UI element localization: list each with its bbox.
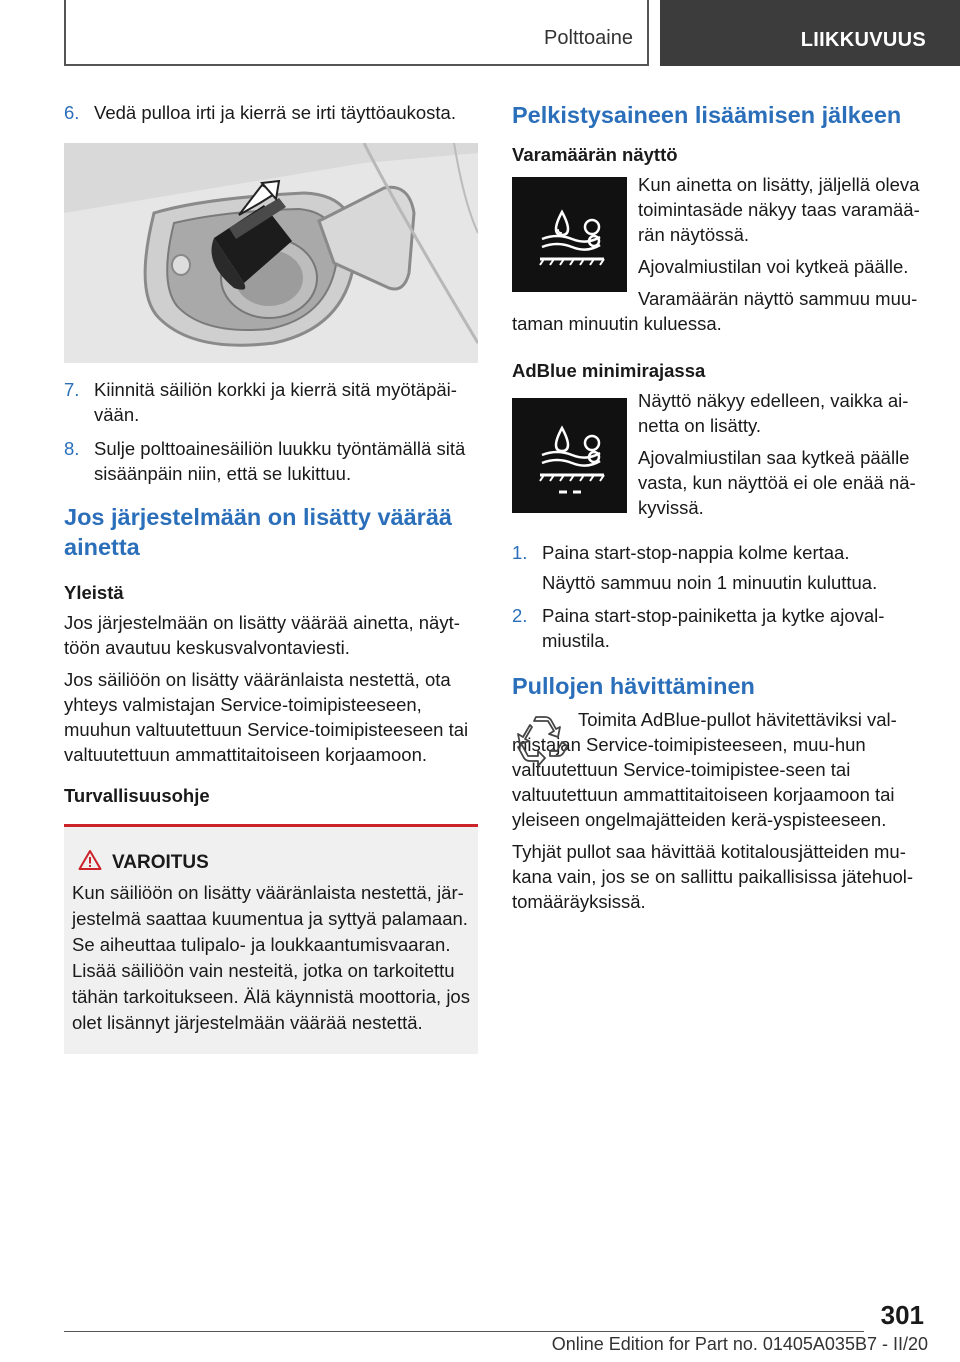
subheading-safety: Turvallisuusohje (64, 785, 210, 806)
step-text: Kiinnitä säiliön korkki ja kierrä sitä myötäpäi-vään. (94, 379, 457, 425)
range-display-block (512, 172, 927, 336)
subheading-minimum: AdBlue minimirajassa (512, 360, 706, 381)
step-6 (64, 100, 478, 125)
step-number: 1. (512, 542, 528, 563)
disposal-paragraph-1: Toimita AdBlue-pullot hävitettäviksi val-mistajan Service-toimipisteeseen, muu-hun valtuutettuun Service-toimipistee-seen tai valtuutettuun ammattitaitoiseen korjaamoon tai yleiseen ongelmajätteiden kerä-yspisteeseen. (512, 709, 897, 830)
page-header (64, 0, 960, 66)
paragraph-general-2: Jos säiliöön on lisätty vääränlaista nestettä, ota yhteys valmistajan Service-toimipisteeseen, muuhun valtuutettuun Service-toimipisteeseen tai valtuutettuun ammattitaitoiseen korjaamoon. (64, 669, 469, 765)
step-1-result: Näyttö sammuu noin 1 minuutin kuluttua. (542, 572, 878, 593)
filler-cap-illustration (64, 143, 478, 363)
minimum-paragraph-2: Ajovalmiustilan saa kytkeä päälle vasta, kun näyttöä ei ole enää nä-kyvissä. (638, 447, 916, 518)
range-display-image (512, 177, 627, 292)
header-section-box (64, 0, 649, 66)
minimum-display-text (638, 388, 927, 520)
edition-note: Online Edition for Part no. 01405A035B7 - II/20 (551, 1334, 928, 1354)
subheading-range-display: Varamäärän näyttö (512, 144, 678, 165)
heading-disposal: Pullojen hävittäminen (512, 673, 755, 699)
heading-wrong-fluid: Jos järjestelmään on lisätty väärää ainetta (64, 504, 452, 560)
step-text: Vedä pulloa irti ja kierrä se irti täyttöaukosta. (94, 102, 456, 123)
fuel-filler-photo (64, 143, 478, 363)
range-paragraph-3: Varamäärän näyttö sammuu muu-taman minuutin kuluessa. (512, 288, 918, 334)
subheading-general: Yleistä (64, 582, 124, 603)
left-column (64, 100, 478, 1054)
step-number: 7. (64, 379, 80, 400)
step-7 (64, 377, 478, 427)
warning-triangle-icon (78, 849, 102, 876)
step-number: 8. (64, 438, 80, 459)
minimum-display-image (512, 398, 627, 513)
warning-title: VAROITUS (112, 851, 209, 873)
step-8 (64, 436, 478, 486)
warning-box (64, 824, 478, 1054)
warning-header (72, 849, 470, 876)
heading-after-adding: Pelkistysaineen lisäämisen jälkeen (512, 102, 902, 128)
range-paragraph-2: Ajovalmiustilan voi kytkeä päälle. (638, 256, 909, 277)
header-chapter-box (660, 0, 960, 66)
footer-divider (64, 1331, 864, 1332)
minimum-paragraph-1: Näyttö näkyy edelleen, vaikka ai-netta on lisätty. (638, 390, 909, 436)
warning-text: Kun säiliöön on lisätty vääränlaista nestettä, jär-jestelmä saattaa kuumentua ja syttyä palamaan. Se aiheuttaa tulipalo- ja loukkaantumisvaaran. Lisää säiliöön vain nesteitä, jotka on tarkoitettu tähän tarkoitukseen. Älä käynnistä moottoria, jos olet lisännyt järjestelmään väärää nestettä. (72, 882, 470, 1033)
paragraph-general-1: Jos järjestelmään on lisätty väärää ainetta, näyt-töön avautuu keskusvalvontaviesti. (64, 612, 460, 658)
range-display-text (638, 172, 927, 279)
step-1 (512, 540, 927, 565)
adblue-minimum-icon (512, 398, 627, 513)
step-text: Sulje polttoainesäiliön luukku työntämällä sitä sisäänpäin niin, että se lukittuu. (94, 438, 466, 484)
adblue-range-icon (512, 177, 627, 292)
page-number: 301 (880, 1300, 924, 1330)
disposal-block (512, 707, 927, 914)
step-text: Paina start-stop-painiketta ja kytke ajoval-miustila. (542, 605, 885, 651)
step-2 (512, 603, 927, 653)
recycling-icon (512, 713, 570, 771)
minimum-display-block (512, 388, 927, 528)
right-column (512, 100, 927, 914)
step-number: 2. (512, 605, 528, 626)
step-text: Paina start-stop-nappia kolme kertaa. (542, 542, 850, 563)
disposal-paragraph-2: Tyhjät pullot saa hävittää kotitalousjätteiden mu-kana vain, jos se on sallittu paikallisissa jätehuol-tomääräyksissä. (512, 841, 914, 912)
chapter-title: LIIKKUVUUS (800, 29, 926, 51)
step-number: 6. (64, 102, 80, 123)
range-paragraph-1: Kun ainetta on lisätty, jäljellä oleva toimintasäde näkyy taas varamää-rän näytössä. (638, 174, 920, 245)
section-title: Polttoaine (544, 27, 633, 49)
